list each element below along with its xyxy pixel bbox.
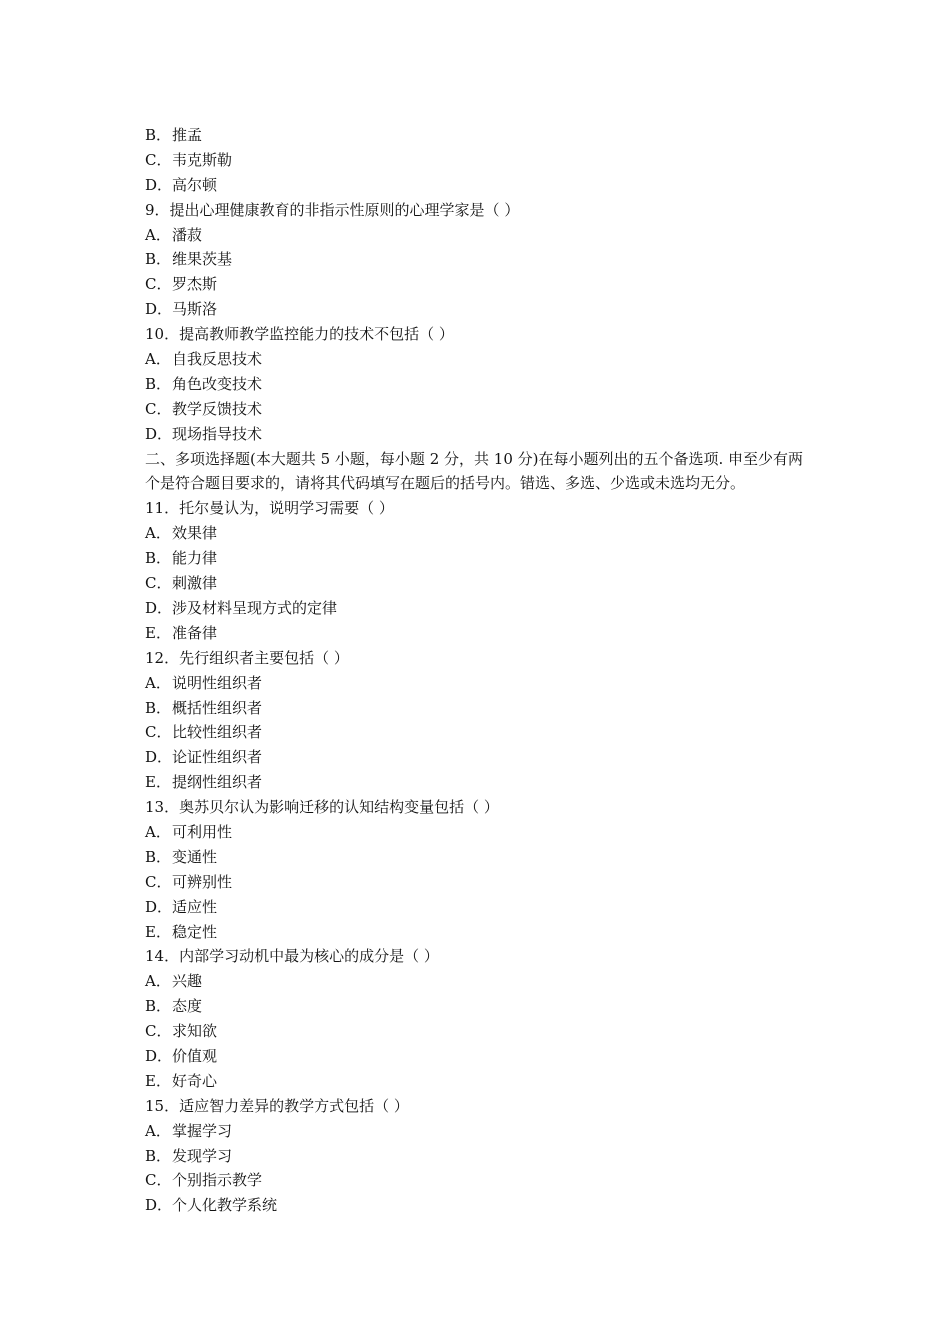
answer-option	[145, 546, 825, 571]
option-letter: D．	[145, 748, 173, 767]
answer-option	[145, 596, 825, 621]
option-letter: A．	[145, 1121, 171, 1140]
option-text: 马斯洛	[172, 300, 218, 319]
answer-option	[145, 422, 825, 447]
option-text: 现场指导技术	[172, 424, 263, 443]
option-text: 个别指示教学	[172, 1171, 263, 1190]
option-text: 潘菽	[172, 225, 203, 244]
answer-option	[145, 173, 825, 198]
option-letter: C．	[145, 150, 172, 169]
option-text: 发现学习	[172, 1146, 233, 1165]
option-text: 适应性	[172, 897, 218, 916]
answer-option	[145, 571, 825, 596]
option-letter: B．	[145, 250, 172, 269]
option-letter: D．	[145, 897, 173, 916]
answer-option	[145, 745, 825, 770]
answer-option	[145, 247, 825, 272]
option-text: 推孟	[172, 126, 203, 144]
option-text: 比较性组织者	[172, 723, 263, 742]
question-stem: 15．适应智力差异的教学方式包括（ ）	[145, 1096, 409, 1115]
question-stem: 12．先行组织者主要包括（ ）	[145, 648, 349, 667]
option-text: 涉及材料呈现方式的定律	[172, 598, 338, 617]
answer-option	[145, 895, 825, 920]
question-stem: 10．提高教师教学监控能力的技术不包括（ ）	[145, 325, 454, 344]
option-letter: A．	[145, 972, 171, 991]
question-stem: 14．内部学习动机中最为核心的成分是（ ）	[145, 947, 439, 966]
answer-option	[145, 1168, 825, 1193]
option-letter: B．	[145, 126, 172, 144]
option-letter: E．	[145, 773, 171, 792]
answer-option	[145, 372, 825, 397]
answer-option	[145, 223, 825, 248]
answer-option	[145, 1119, 825, 1144]
answer-option	[145, 1193, 825, 1218]
option-text: 效果律	[172, 524, 218, 543]
option-letter: A．	[145, 822, 171, 841]
answer-option	[145, 770, 825, 795]
answer-option	[145, 297, 825, 322]
option-text: 自我反思技术	[172, 350, 263, 369]
option-text: 兴趣	[172, 972, 203, 991]
answer-option	[145, 621, 825, 646]
option-text: 维果茨基	[172, 250, 233, 269]
answer-option	[145, 671, 825, 696]
option-text: 变通性	[172, 847, 218, 866]
answer-option	[145, 397, 825, 422]
option-text: 角色改变技术	[172, 374, 263, 393]
option-text: 能力律	[172, 549, 218, 568]
answer-option	[145, 1144, 825, 1169]
option-letter: A．	[145, 524, 171, 543]
option-text: 刺激律	[172, 574, 218, 593]
option-letter: B．	[145, 549, 172, 568]
answer-option	[145, 820, 825, 845]
answer-option	[145, 870, 825, 895]
option-letter: D．	[145, 424, 173, 443]
option-text: 教学反馈技术	[172, 399, 263, 418]
option-letter: B．	[145, 1146, 172, 1165]
option-letter: B．	[145, 997, 172, 1016]
answer-option	[145, 1044, 825, 1069]
option-text: 准备律	[172, 623, 218, 642]
option-letter: D．	[145, 1196, 173, 1215]
option-text: 概括性组织者	[172, 698, 263, 717]
option-letter: C．	[145, 275, 172, 294]
option-letter: A．	[145, 673, 171, 692]
answer-option	[145, 347, 825, 372]
exam-page-content	[145, 123, 825, 1218]
answer-option	[145, 1019, 825, 1044]
option-letter: B．	[145, 374, 172, 393]
option-text: 高尔顿	[172, 175, 218, 194]
option-letter: D．	[145, 598, 173, 617]
option-text: 稳定性	[172, 922, 218, 941]
option-text: 提纲性组织者	[172, 773, 263, 792]
option-letter: E．	[145, 1071, 171, 1090]
option-text: 论证性组织者	[172, 748, 263, 767]
option-text: 价值观	[172, 1046, 218, 1065]
option-letter: E．	[145, 922, 171, 941]
answer-option	[145, 1069, 825, 1094]
option-text: 好奇心	[172, 1071, 218, 1090]
question-stem: 13．奥苏贝尔认为影响迁移的认知结构变量包括（ ）	[145, 798, 499, 817]
option-text: 罗杰斯	[172, 275, 218, 294]
option-letter: C．	[145, 399, 172, 418]
option-letter: A．	[145, 350, 171, 369]
answer-option	[145, 272, 825, 297]
question-stem: 9．提出心理健康教育的非指示性原则的心理学家是（ ）	[145, 200, 520, 219]
option-letter: E．	[145, 623, 171, 642]
option-letter: A．	[145, 225, 171, 244]
option-letter: B．	[145, 698, 172, 717]
option-letter: B．	[145, 847, 172, 866]
option-letter: C．	[145, 872, 172, 891]
answer-option	[145, 696, 825, 721]
option-letter: C．	[145, 723, 172, 742]
option-text: 求知欲	[172, 1022, 218, 1041]
answer-option	[145, 845, 825, 870]
option-letter: D．	[145, 300, 173, 319]
option-text: 说明性组织者	[172, 673, 263, 692]
section-heading: 二、多项选择题(本大题共 5 小题，每小题 2 分，共 10 分)在每小题列出的五个备选项. 申至少有两个是符合题目要求的，请将其代码填写在题后的括号内。错选、多选、少选或未选均无分。	[145, 449, 804, 493]
option-letter: C．	[145, 574, 172, 593]
option-letter: D．	[145, 175, 173, 194]
option-text: 态度	[172, 997, 203, 1016]
option-text: 个人化教学系统	[172, 1196, 278, 1215]
option-letter: C．	[145, 1171, 172, 1190]
question-stem: 11．托尔曼认为，说明学习需要（ ）	[145, 499, 394, 518]
answer-option	[145, 720, 825, 745]
option-text: 可利用性	[172, 822, 233, 841]
answer-option	[145, 123, 825, 148]
answer-option	[145, 969, 825, 994]
answer-option	[145, 920, 825, 945]
option-text: 可辨别性	[172, 872, 233, 891]
answer-option	[145, 521, 825, 546]
option-text: 掌握学习	[172, 1121, 233, 1140]
option-letter: D．	[145, 1046, 173, 1065]
option-letter: C．	[145, 1022, 172, 1041]
answer-option	[145, 994, 825, 1019]
option-text: 韦克斯勒	[172, 150, 233, 169]
answer-option	[145, 148, 825, 173]
